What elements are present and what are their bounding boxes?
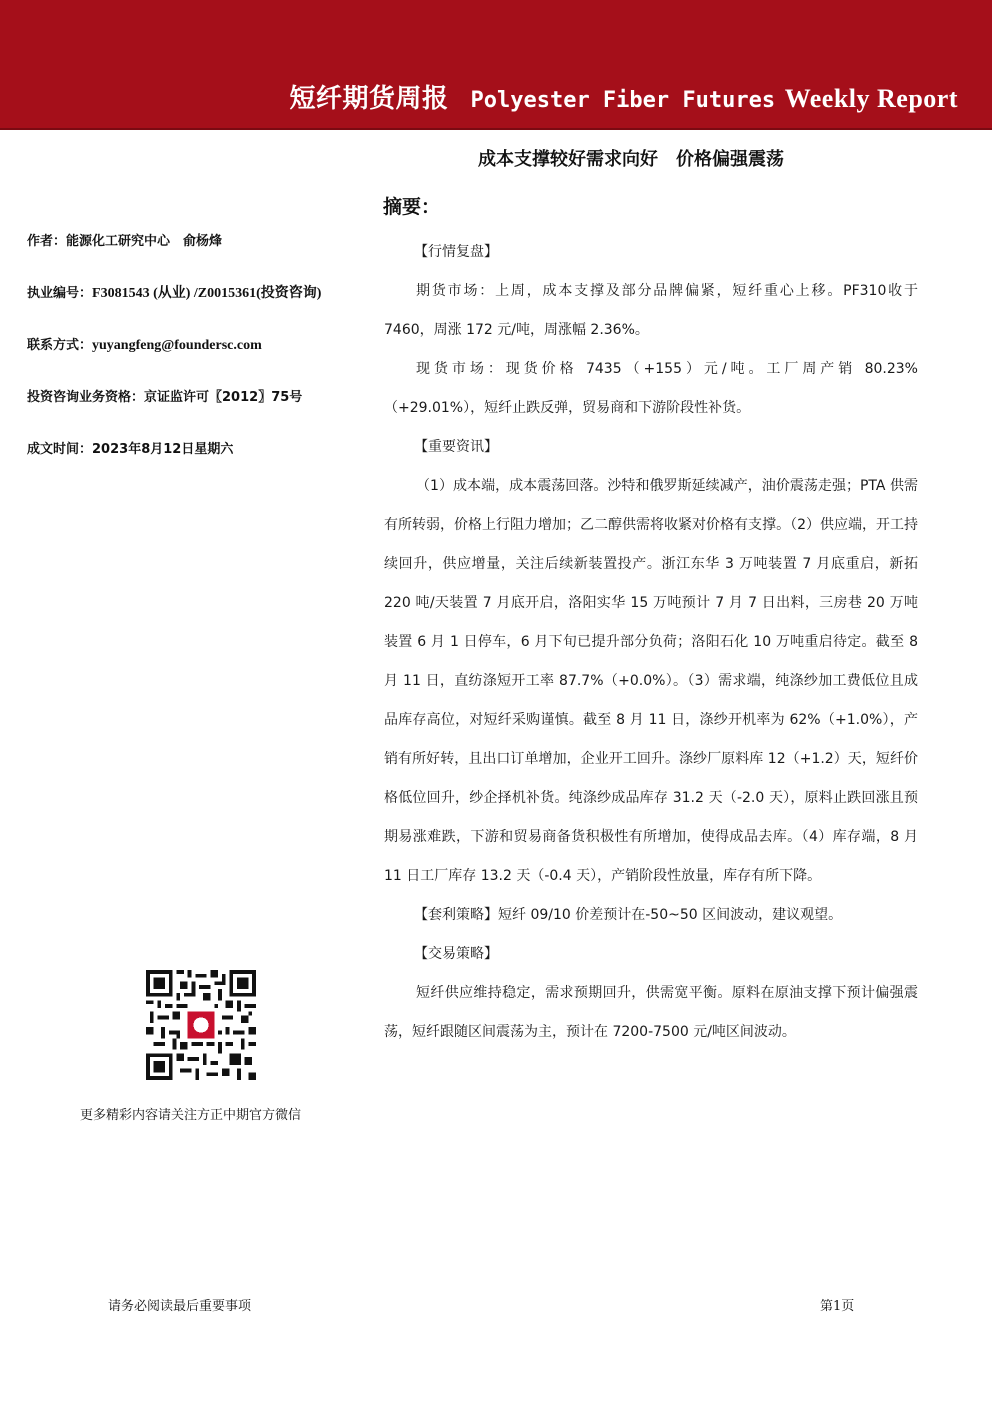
- license-row: [27, 284, 367, 304]
- news-paragraph: （1）成本端，成本震荡回落。沙特和俄罗斯延续减产，油价震荡走强；PTA 供需有所转弱，价格上行阻力增加；乙二醇供需将收紧对价格有支撑。（2）供应端，开工持续回升，供应增量，关注后续新装置投产。浙江东华 3 万吨装置 7 月底重启，新拓 220 吨/天装置 7 月底开启，洛阳实华 15 万吨预计 7 月 7 日出料，三房巷 20 万吨装置 6 月 1 日停车，6 月下旬已提升部分负荷；洛阳石化 10 万吨重启待定。截至 8 月 11 日，直纺涤短开工率 87.7%（+0.0%）。（3）需求端，纯涤纱加工费低位且成品库存高位，对短纤采购谨慎。截至 8 月 11 日，涤纱开机率为 62%（+1.0%），产销有所好转，且出口订单增加，企业开工回升。涤纱厂原料库 12（+1.2）天，短纤价格低位回升，纱企择机补货。纯涤纱成品库存 31.2 天（-2.0 天），原料止跌回涨且预期易涨难跌，下游和贸易商备货积极性有所增加，使得成品去库。（4）库存端，8 月 11 日工厂库存 13.2 天（-0.4 天），产销阶段性放量，库存有所下降。: [384, 478, 918, 884]
- contact-email[interactable]: yuyangfeng@foundersc.com: [92, 338, 262, 353]
- arbitrage-text: 短纤 09/10 价差预计在-50~50 区间波动，建议观望。: [498, 907, 843, 923]
- headline: 成本支撑较好需求向好 价格偏强震荡: [478, 149, 784, 170]
- futures-market-paragraph: 期货市场：上周，成本支撑及部分品牌偏紧，短纤重心上移。PF310收于 7460，周涨 172 元/吨，周涨幅 2.36%。: [384, 283, 918, 338]
- spot-market-paragraph: 现货市场：现货价格 7435（+155）元/吨。工厂周产销 80.23%（+29.01%），短纤止跌反弹，贸易商和下游阶段性补货。: [384, 361, 918, 416]
- qr-caption: 更多精彩内容请关注方正中期官方微信: [80, 1108, 302, 1123]
- report-title-en: Polyester Fiber Futures: [470, 88, 776, 113]
- header-banner: [0, 0, 992, 130]
- section-heading-review: 【行情复盘】: [414, 244, 498, 260]
- report-title-en-tail: Weekly Report: [784, 84, 958, 113]
- contact-label: 联系方式：: [27, 338, 93, 353]
- report-title-cn: 短纤期货周报: [289, 84, 449, 114]
- date-label: 成文时间：: [27, 442, 93, 457]
- abstract-title: 摘要：: [383, 196, 441, 218]
- wechat-qr-code: [146, 970, 256, 1080]
- license-label: 执业编号：: [27, 286, 93, 301]
- license-value: F3081543 (从业) /Z0015361(投资咨询): [92, 286, 322, 301]
- report-title: [289, 78, 958, 115]
- author-label: 作者：: [27, 234, 67, 249]
- author-row: [27, 232, 367, 252]
- date-value: 2023年8月12日星期六: [92, 442, 234, 457]
- trade-strategy-paragraph: 短纤供应维持稳定，需求预期回升，供需宽平衡。原料在原油支撑下预计偏强震荡，短纤跟随区间震荡为主，预计在 7200-7500 元/吨区间波动。: [384, 985, 918, 1040]
- author-info: [27, 232, 367, 492]
- section-heading-news: 【重要资讯】: [414, 439, 498, 455]
- footer-notice: 请务必阅读最后重要事项: [108, 1299, 252, 1314]
- arbitrage-strategy: [384, 896, 918, 935]
- author-value: 能源化工研究中心 俞杨烽: [66, 234, 223, 249]
- qualification-value: 京证监许可〖2012〗75号: [144, 390, 303, 405]
- section-heading-trade: 【交易策略】: [414, 946, 498, 962]
- abstract-body: [384, 233, 918, 1052]
- page-number: 第1页: [820, 1299, 855, 1314]
- section-heading-arbitrage: 【套利策略】: [414, 907, 498, 923]
- qualification-row: [27, 388, 367, 408]
- date-row: [27, 440, 367, 460]
- qualification-label: 投资咨询业务资格：: [27, 390, 145, 405]
- contact-row: [27, 336, 367, 356]
